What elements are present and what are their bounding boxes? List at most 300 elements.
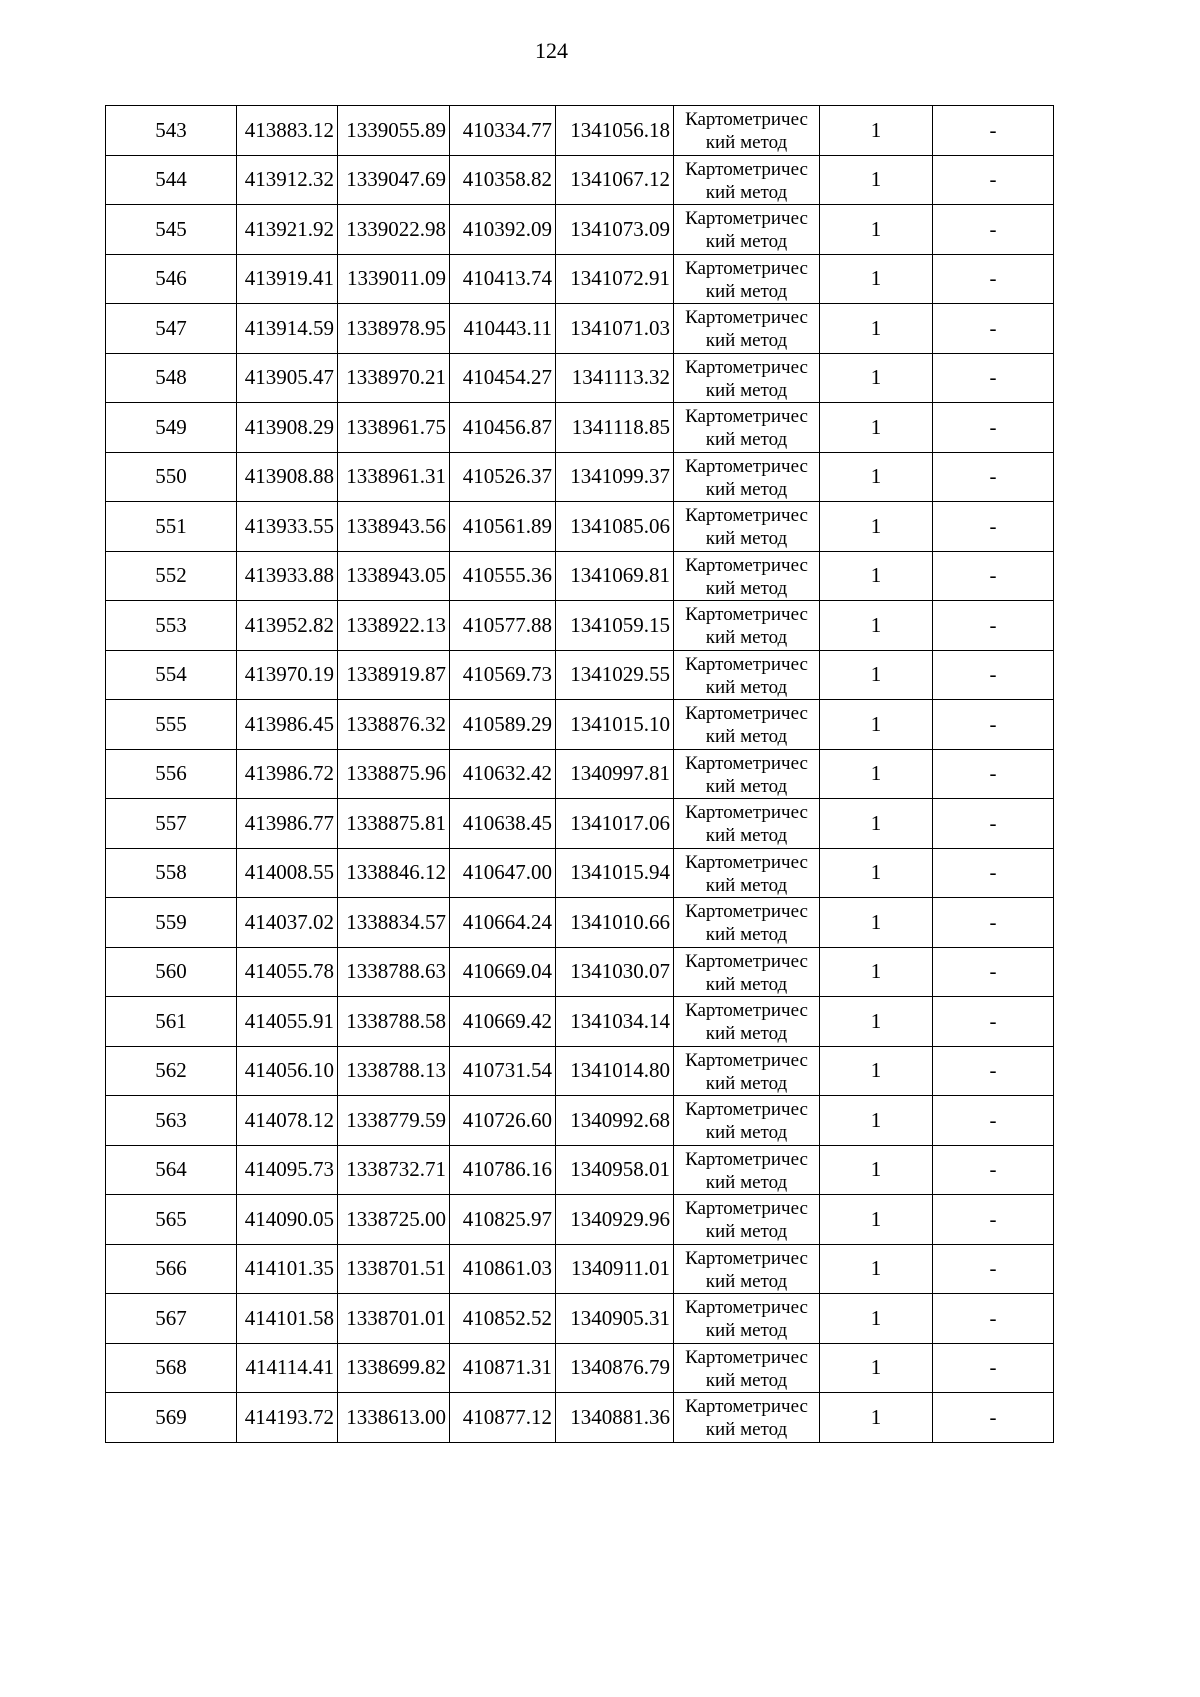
method-line: кий метод (705, 528, 788, 549)
x-existing-cell: 413921.92 (237, 205, 338, 255)
x-new-cell: 410664.24 (450, 898, 556, 948)
y-existing-cell: 1338613.00 (338, 1393, 450, 1443)
note-cell: - (933, 205, 1054, 255)
x-existing-cell: 414095.73 (237, 1145, 338, 1195)
y-new-cell: 1340905.31 (556, 1294, 674, 1344)
y-existing-cell: 1338834.57 (338, 898, 450, 948)
y-existing-cell: 1339055.89 (338, 106, 450, 156)
table-row (106, 650, 1054, 700)
method-line: Картометричес (685, 208, 808, 229)
y-new-cell: 1340911.01 (556, 1244, 674, 1294)
x-new-cell: 410456.87 (450, 403, 556, 453)
y-new-cell: 1341059.15 (556, 601, 674, 651)
method-line: кий метод (705, 973, 788, 995)
method-cell (674, 1294, 820, 1344)
y-existing-cell: 1338978.95 (338, 304, 450, 354)
x-new-cell: 410589.29 (450, 700, 556, 750)
y-existing-cell: 1338943.05 (338, 551, 450, 601)
x-existing-cell: 414055.78 (237, 947, 338, 997)
y-existing-cell: 1338788.13 (338, 1046, 450, 1096)
x-new-cell: 410669.42 (450, 997, 556, 1047)
method-line: Картометричес (685, 554, 808, 576)
table-row (106, 799, 1054, 849)
method-cell (674, 1195, 820, 1245)
y-existing-cell: 1338943.56 (338, 502, 450, 552)
x-existing-cell: 414055.91 (237, 997, 338, 1047)
method-cell (674, 700, 820, 750)
table-row (106, 848, 1054, 898)
y-new-cell: 1341017.06 (556, 799, 674, 849)
point-number-cell: 558 (106, 848, 237, 898)
x-existing-cell: 413914.59 (237, 304, 338, 354)
accuracy-cell: 1 (820, 848, 933, 898)
x-new-cell: 410726.60 (450, 1096, 556, 1146)
method-cell (674, 650, 820, 700)
method-line: Картометричес (685, 1297, 808, 1318)
x-new-cell: 410358.82 (450, 155, 556, 205)
method-line: кий метод (705, 478, 788, 500)
method-line: Картометричес (685, 158, 808, 180)
x-existing-cell: 413919.41 (237, 254, 338, 304)
point-number-cell: 564 (106, 1145, 237, 1195)
note-cell: - (933, 106, 1054, 156)
note-cell: - (933, 898, 1054, 948)
method-line: Картометричес (685, 307, 808, 328)
point-number-cell: 544 (106, 155, 237, 205)
y-new-cell: 1340876.79 (556, 1343, 674, 1393)
x-new-cell: 410454.27 (450, 353, 556, 403)
x-existing-cell: 413986.72 (237, 749, 338, 799)
accuracy-cell: 1 (820, 304, 933, 354)
note-cell: - (933, 1294, 1054, 1344)
accuracy-cell: 1 (820, 749, 933, 799)
table-row (106, 1343, 1054, 1393)
page-number: 124 (535, 38, 568, 63)
note-cell: - (933, 155, 1054, 205)
x-new-cell: 410825.97 (450, 1195, 556, 1245)
accuracy-cell: 1 (820, 1145, 933, 1195)
accuracy-cell: 1 (820, 1096, 933, 1146)
method-line: Картометричес (685, 604, 808, 625)
method-cell (674, 799, 820, 849)
method-line: кий метод (705, 627, 788, 648)
x-existing-cell: 413908.29 (237, 403, 338, 453)
x-new-cell: 410569.73 (450, 650, 556, 700)
x-new-cell: 410561.89 (450, 502, 556, 552)
y-new-cell: 1341071.03 (556, 304, 674, 354)
y-new-cell: 1340958.01 (556, 1145, 674, 1195)
accuracy-cell: 1 (820, 205, 933, 255)
note-cell: - (933, 1046, 1054, 1096)
y-new-cell: 1340881.36 (556, 1393, 674, 1443)
y-new-cell: 1341072.91 (556, 254, 674, 304)
method-cell (674, 1145, 820, 1195)
accuracy-cell: 1 (820, 799, 933, 849)
y-new-cell: 1341015.94 (556, 848, 674, 898)
x-new-cell: 410632.42 (450, 749, 556, 799)
method-line: кий метод (705, 577, 788, 599)
accuracy-cell: 1 (820, 898, 933, 948)
x-new-cell: 410555.36 (450, 551, 556, 601)
table-row (106, 1096, 1054, 1146)
y-existing-cell: 1338788.58 (338, 997, 450, 1047)
y-new-cell: 1341034.14 (556, 997, 674, 1047)
method-line: Картометричес (685, 653, 808, 675)
method-cell (674, 452, 820, 502)
note-cell: - (933, 947, 1054, 997)
method-cell (674, 353, 820, 403)
y-existing-cell: 1338846.12 (338, 848, 450, 898)
y-existing-cell: 1338919.87 (338, 650, 450, 700)
method-line: кий метод (705, 1270, 788, 1292)
note-cell: - (933, 1343, 1054, 1393)
point-number-cell: 562 (106, 1046, 237, 1096)
x-new-cell: 410443.11 (450, 304, 556, 354)
method-line: Картометричес (685, 1099, 808, 1120)
y-new-cell: 1341029.55 (556, 650, 674, 700)
y-existing-cell: 1338922.13 (338, 601, 450, 651)
table-row (106, 155, 1054, 205)
table-row (106, 254, 1054, 304)
method-cell (674, 1393, 820, 1443)
x-existing-cell: 414056.10 (237, 1046, 338, 1096)
method-cell (674, 403, 820, 453)
x-existing-cell: 413970.19 (237, 650, 338, 700)
note-cell: - (933, 601, 1054, 651)
y-existing-cell: 1338732.71 (338, 1145, 450, 1195)
point-number-cell: 565 (106, 1195, 237, 1245)
method-line: Картометричес (685, 1198, 808, 1219)
note-cell: - (933, 799, 1054, 849)
method-line: Картометричес (685, 901, 808, 922)
x-existing-cell: 413912.32 (237, 155, 338, 205)
point-number-cell: 556 (106, 749, 237, 799)
method-line: Картометричес (685, 703, 808, 724)
accuracy-cell: 1 (820, 947, 933, 997)
method-line: Картометричес (685, 851, 808, 873)
method-line: кий метод (705, 726, 788, 747)
method-line: Картометричес (685, 752, 808, 774)
note-cell: - (933, 254, 1054, 304)
point-number-cell: 568 (106, 1343, 237, 1393)
method-line: Картометричес (685, 950, 808, 972)
point-number-cell: 552 (106, 551, 237, 601)
x-new-cell: 410852.52 (450, 1294, 556, 1344)
method-line: кий метод (705, 924, 788, 945)
method-line: кий метод (705, 874, 788, 896)
point-number-cell: 569 (106, 1393, 237, 1443)
table-row (106, 502, 1054, 552)
method-line: кий метод (705, 1072, 788, 1094)
point-number-cell: 546 (106, 254, 237, 304)
note-cell: - (933, 1393, 1054, 1443)
y-new-cell: 1341073.09 (556, 205, 674, 255)
y-existing-cell: 1338961.75 (338, 403, 450, 453)
note-cell: - (933, 502, 1054, 552)
y-new-cell: 1340997.81 (556, 749, 674, 799)
x-existing-cell: 413883.12 (237, 106, 338, 156)
table-body (106, 106, 1054, 1443)
accuracy-cell: 1 (820, 502, 933, 552)
accuracy-cell: 1 (820, 997, 933, 1047)
note-cell: - (933, 650, 1054, 700)
table-row (106, 1294, 1054, 1344)
y-new-cell: 1341015.10 (556, 700, 674, 750)
x-new-cell: 410526.37 (450, 452, 556, 502)
x-existing-cell: 413986.77 (237, 799, 338, 849)
y-existing-cell: 1338701.51 (338, 1244, 450, 1294)
note-cell: - (933, 1096, 1054, 1146)
x-new-cell: 410638.45 (450, 799, 556, 849)
point-number-cell: 549 (106, 403, 237, 453)
table-row (106, 1046, 1054, 1096)
y-existing-cell: 1338701.01 (338, 1294, 450, 1344)
table-row (106, 997, 1054, 1047)
x-new-cell: 410669.04 (450, 947, 556, 997)
method-line: Картометричес (685, 257, 808, 279)
note-cell: - (933, 997, 1054, 1047)
accuracy-cell: 1 (820, 1393, 933, 1443)
table-row (106, 898, 1054, 948)
x-new-cell: 410577.88 (450, 601, 556, 651)
table-row (106, 601, 1054, 651)
point-number-cell: 563 (106, 1096, 237, 1146)
y-new-cell: 1341056.18 (556, 106, 674, 156)
accuracy-cell: 1 (820, 1244, 933, 1294)
table-row (106, 749, 1054, 799)
method-line: Картометричес (685, 505, 808, 526)
y-existing-cell: 1338876.32 (338, 700, 450, 750)
table-row (106, 551, 1054, 601)
method-line: кий метод (705, 775, 788, 797)
x-existing-cell: 414008.55 (237, 848, 338, 898)
accuracy-cell: 1 (820, 452, 933, 502)
method-line: Картометричес (685, 1148, 808, 1170)
point-number-cell: 548 (106, 353, 237, 403)
method-cell (674, 502, 820, 552)
method-cell (674, 898, 820, 948)
y-existing-cell: 1339047.69 (338, 155, 450, 205)
method-cell (674, 1046, 820, 1096)
method-line: кий метод (705, 280, 788, 302)
table-row (106, 1145, 1054, 1195)
y-existing-cell: 1338725.00 (338, 1195, 450, 1245)
method-cell (674, 1096, 820, 1146)
point-number-cell: 554 (106, 650, 237, 700)
method-line: кий метод (705, 1369, 788, 1391)
method-line: Картометричес (685, 802, 808, 823)
method-line: Картометричес (685, 109, 808, 130)
x-existing-cell: 414101.35 (237, 1244, 338, 1294)
note-cell: - (933, 1145, 1054, 1195)
method-line: Картометричес (685, 455, 808, 477)
x-existing-cell: 413908.88 (237, 452, 338, 502)
accuracy-cell: 1 (820, 353, 933, 403)
accuracy-cell: 1 (820, 1343, 933, 1393)
method-cell (674, 1244, 820, 1294)
method-line: кий метод (705, 825, 788, 846)
y-existing-cell: 1338875.81 (338, 799, 450, 849)
x-existing-cell: 414193.72 (237, 1393, 338, 1443)
accuracy-cell: 1 (820, 106, 933, 156)
table-row (106, 700, 1054, 750)
accuracy-cell: 1 (820, 551, 933, 601)
method-line: Картометричес (685, 406, 808, 427)
x-existing-cell: 414090.05 (237, 1195, 338, 1245)
table-row (106, 452, 1054, 502)
x-existing-cell: 414078.12 (237, 1096, 338, 1146)
x-new-cell: 410871.31 (450, 1343, 556, 1393)
method-line: кий метод (705, 181, 788, 203)
method-line: кий метод (705, 676, 788, 698)
x-new-cell: 410786.16 (450, 1145, 556, 1195)
method-cell (674, 155, 820, 205)
y-new-cell: 1341099.37 (556, 452, 674, 502)
method-line: Картометричес (685, 1396, 808, 1417)
note-cell: - (933, 1195, 1054, 1245)
accuracy-cell: 1 (820, 1195, 933, 1245)
accuracy-cell: 1 (820, 1046, 933, 1096)
x-existing-cell: 413933.55 (237, 502, 338, 552)
accuracy-cell: 1 (820, 650, 933, 700)
y-new-cell: 1340992.68 (556, 1096, 674, 1146)
x-existing-cell: 414101.58 (237, 1294, 338, 1344)
method-line: кий метод (705, 1122, 788, 1143)
x-existing-cell: 413905.47 (237, 353, 338, 403)
method-line: кий метод (705, 379, 788, 401)
note-cell: - (933, 848, 1054, 898)
table-row (106, 1393, 1054, 1443)
y-existing-cell: 1338961.31 (338, 452, 450, 502)
point-number-cell: 555 (106, 700, 237, 750)
table-row (106, 353, 1054, 403)
point-number-cell: 560 (106, 947, 237, 997)
note-cell: - (933, 304, 1054, 354)
y-new-cell: 1341113.32 (556, 353, 674, 403)
point-number-cell: 559 (106, 898, 237, 948)
y-existing-cell: 1338788.63 (338, 947, 450, 997)
method-line: кий метод (705, 1419, 788, 1440)
x-existing-cell: 413952.82 (237, 601, 338, 651)
y-new-cell: 1341067.12 (556, 155, 674, 205)
table-row (106, 1244, 1054, 1294)
y-existing-cell: 1338699.82 (338, 1343, 450, 1393)
method-line: кий метод (705, 132, 788, 153)
point-number-cell: 550 (106, 452, 237, 502)
x-new-cell: 410647.00 (450, 848, 556, 898)
note-cell: - (933, 403, 1054, 453)
point-number-cell: 561 (106, 997, 237, 1047)
accuracy-cell: 1 (820, 700, 933, 750)
y-new-cell: 1341014.80 (556, 1046, 674, 1096)
method-line: кий метод (705, 1023, 788, 1044)
method-cell (674, 1343, 820, 1393)
y-new-cell: 1341085.06 (556, 502, 674, 552)
method-line: Картометричес (685, 356, 808, 378)
y-new-cell: 1341010.66 (556, 898, 674, 948)
method-cell (674, 601, 820, 651)
note-cell: - (933, 749, 1054, 799)
y-existing-cell: 1338970.21 (338, 353, 450, 403)
method-cell (674, 749, 820, 799)
x-existing-cell: 414037.02 (237, 898, 338, 948)
point-number-cell: 551 (106, 502, 237, 552)
method-line: кий метод (705, 1171, 788, 1193)
table-row (106, 403, 1054, 453)
point-number-cell: 567 (106, 1294, 237, 1344)
method-line: кий метод (705, 330, 788, 351)
method-line: Картометричес (685, 1049, 808, 1071)
x-new-cell: 410334.77 (450, 106, 556, 156)
method-line: кий метод (705, 429, 788, 450)
note-cell: - (933, 353, 1054, 403)
x-existing-cell: 413933.88 (237, 551, 338, 601)
x-new-cell: 410861.03 (450, 1244, 556, 1294)
note-cell: - (933, 1244, 1054, 1294)
method-cell (674, 254, 820, 304)
table-row (106, 205, 1054, 255)
note-cell: - (933, 700, 1054, 750)
point-number-cell: 545 (106, 205, 237, 255)
accuracy-cell: 1 (820, 1294, 933, 1344)
x-existing-cell: 414114.41 (237, 1343, 338, 1393)
point-number-cell: 543 (106, 106, 237, 156)
method-line: кий метод (705, 1221, 788, 1242)
note-cell: - (933, 551, 1054, 601)
method-line: Картометричес (685, 1346, 808, 1368)
x-existing-cell: 413986.45 (237, 700, 338, 750)
x-new-cell: 410877.12 (450, 1393, 556, 1443)
method-cell (674, 848, 820, 898)
method-line: Картометричес (685, 1000, 808, 1021)
note-cell: - (933, 452, 1054, 502)
y-existing-cell: 1339022.98 (338, 205, 450, 255)
method-line: кий метод (705, 231, 788, 252)
method-line: Картометричес (685, 1247, 808, 1269)
coordinates-table (105, 105, 1054, 1443)
y-new-cell: 1340929.96 (556, 1195, 674, 1245)
accuracy-cell: 1 (820, 403, 933, 453)
table-row (106, 1195, 1054, 1245)
method-cell (674, 947, 820, 997)
x-new-cell: 410392.09 (450, 205, 556, 255)
y-new-cell: 1341118.85 (556, 403, 674, 453)
method-cell (674, 304, 820, 354)
table-row (106, 304, 1054, 354)
method-cell (674, 551, 820, 601)
table-row (106, 106, 1054, 156)
point-number-cell: 553 (106, 601, 237, 651)
accuracy-cell: 1 (820, 601, 933, 651)
accuracy-cell: 1 (820, 155, 933, 205)
y-new-cell: 1341030.07 (556, 947, 674, 997)
method-line: кий метод (705, 1320, 788, 1341)
x-new-cell: 410731.54 (450, 1046, 556, 1096)
y-existing-cell: 1339011.09 (338, 254, 450, 304)
method-cell (674, 106, 820, 156)
table-row (106, 947, 1054, 997)
point-number-cell: 547 (106, 304, 237, 354)
y-existing-cell: 1338875.96 (338, 749, 450, 799)
method-cell (674, 205, 820, 255)
point-number-cell: 566 (106, 1244, 237, 1294)
x-new-cell: 410413.74 (450, 254, 556, 304)
accuracy-cell: 1 (820, 254, 933, 304)
y-new-cell: 1341069.81 (556, 551, 674, 601)
point-number-cell: 557 (106, 799, 237, 849)
y-existing-cell: 1338779.59 (338, 1096, 450, 1146)
method-cell (674, 997, 820, 1047)
